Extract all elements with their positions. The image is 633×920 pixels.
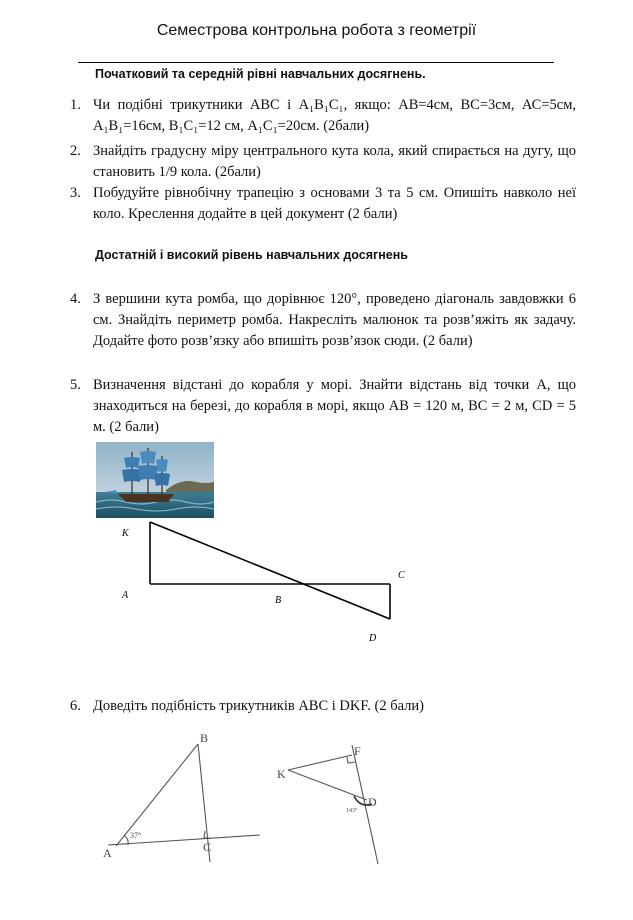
task-number: 4. [70, 291, 81, 307]
label-f: F [354, 744, 361, 758]
task-text: Знайдіть градусну міру центрального кута кола, який спирається на дугу, що становить 1/9 кола. (2бали) [93, 143, 576, 180]
task-number: 1. [70, 97, 81, 113]
task-text: З вершини кута ромба, що дорівнює 120°, проведено діагональ завдовжки 6 см. Знайдіть периметр ромба. Накресліть малюнок та розв’яжіть як задачу. Додайте фото розв’язку або впишіть розв’язок сюди. (2 бали) [93, 291, 576, 349]
label-b: B [275, 595, 282, 606]
label-c: C [398, 570, 405, 581]
triangle-abc [108, 744, 260, 862]
label-a: A [122, 590, 129, 601]
segment-kd [288, 770, 367, 800]
document-title: Семестрова контрольна робота з геометрії [156, 22, 477, 39]
section-heading-advanced: Достатній і високий рівень навчальних досягнень [95, 248, 408, 262]
segment-ab [116, 744, 198, 846]
task-number: 3. [70, 185, 81, 201]
task-number: 2. [70, 143, 81, 159]
angle-value-a: 37° [130, 831, 142, 840]
triangle-dkf [288, 745, 378, 864]
segment-kf [288, 755, 352, 770]
task-number: 6. [70, 698, 81, 714]
label-a: A [103, 846, 112, 860]
task-text: Чи подібні трикутники АВС і А₁В₁С₁, якщо: АВ=4см, ВС=3см, АС=5см, А₁В₁=16см, В₁С₁=12 см, А₁С₁=20см. (2бали) [93, 97, 576, 134]
label-d: D [369, 633, 377, 644]
task-text: Побудуйте рівнобічну трапецію з основами 3 та 5 см. Опишіть навколо неї коло. Креслення додайте в цей документ (2 бали) [93, 185, 576, 222]
label-k: K [277, 767, 286, 781]
label-c: C [203, 840, 212, 854]
task-text: Визначення відстані до корабля у морі. Знайти відстань від точки A, що знаходиться на березі, до корабля в морі, якщо AB = 120 м, BC = 2 м, CD = 5 м. (2 бали) [93, 377, 576, 435]
section-heading-basic: Початковий та середній рівні навчальних досягнень. [95, 67, 426, 81]
task-text: Доведіть подібність трикутників АВС і DKF. (2 бали) [93, 698, 424, 714]
label-d: D [368, 795, 377, 809]
label-b: B [200, 731, 209, 745]
task-number: 5. [70, 377, 81, 393]
angle-value-d: 143° [346, 808, 358, 814]
label-k: K [122, 528, 129, 539]
